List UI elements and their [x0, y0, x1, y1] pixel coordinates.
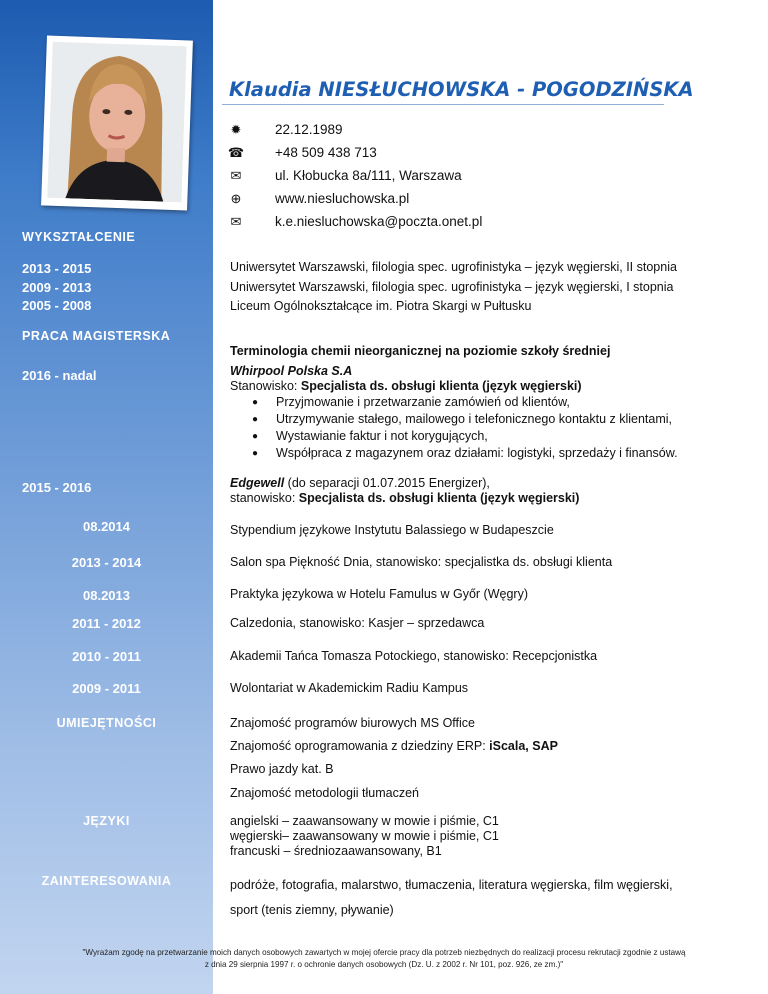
- job-duty: Współpraca z magazynem oraz działami: logistyki, sprzedaży i finansów.: [276, 446, 678, 460]
- bullet-icon: ●: [252, 431, 259, 442]
- job-company: Whirpool Polska S.A: [230, 364, 353, 378]
- gdpr-consent: [10, 947, 758, 971]
- language-item: francuski – średniozaawansowany, B1: [230, 844, 442, 858]
- section-education: WYKSZTAŁCENIE: [22, 230, 136, 244]
- phone-icon: ☎: [227, 145, 245, 160]
- job-company-line: [230, 476, 490, 490]
- interests-line: sport (tenis ziemny, pływanie): [230, 903, 394, 917]
- envelope-icon: ✉: [230, 214, 242, 229]
- education-item: Liceum Ogólnokształcące im. Piotra Skargi w Pułtusku: [230, 299, 532, 313]
- bullet-icon: ●: [252, 397, 259, 408]
- job-years: 2015 - 2016: [22, 480, 92, 495]
- role-label: stanowisko:: [230, 491, 299, 505]
- bullet-icon: ●: [252, 414, 259, 425]
- name-divider: [222, 104, 664, 105]
- consent-line: "Wyrażam zgodę na przetwarzanie moich danych osobowych zawartych w mojej ofercie pracy dla potrzeb niezbędnych do realizacji procesu rekrutacji zgodnie z ustawą: [82, 948, 686, 957]
- mailbox-icon: ✉: [230, 168, 242, 183]
- section-languages: JĘZYKI: [83, 814, 130, 828]
- job-duty: Wystawianie faktur i not korygujących,: [276, 429, 488, 443]
- skill-item: [230, 739, 558, 753]
- address: ul. Kłobucka 8a/111, Warszawa: [275, 168, 462, 183]
- experience-item: Praktyka językowa w Hotelu Famulus w Győr (Węgry): [230, 587, 528, 601]
- experience-years: 08.2014: [83, 519, 130, 534]
- job-role: [230, 379, 582, 393]
- experience-years: 2011 - 2012: [72, 616, 141, 631]
- education-item: Uniwersytet Warszawski, filologia spec. ugrofinistyka – język węgierski, I stopnia: [230, 280, 674, 294]
- globe-icon: ⊕: [230, 191, 242, 206]
- section-interests: ZAINTERESOWANIA: [41, 874, 172, 888]
- profile-photo: [41, 36, 193, 211]
- experience-years: 2010 - 2011: [72, 649, 141, 664]
- job-company: Edgewell: [230, 476, 285, 490]
- job-duty: Utrzymywanie stałego, mailowego i telefonicznego kontaktu z klientami,: [276, 412, 673, 426]
- section-skills: UMIEJĘTNOŚCI: [56, 716, 157, 730]
- job-years: 2016 - nadal: [22, 368, 97, 383]
- role-title: Specjalista ds. obsługi klienta (język węgierski): [300, 379, 582, 393]
- thesis-title: Terminologia chemii nieorganicznej na poziomie szkoły średniej: [230, 344, 611, 358]
- skill-label: Znajomość oprogramowania z dziedziny ERP:: [230, 739, 490, 753]
- education-years: 2013 - 2015: [22, 261, 92, 276]
- section-thesis: PRACA MAGISTERSKA: [22, 329, 171, 343]
- interests-line: podróże, fotografia, malarstwo, tłumaczenia, literatura węgierska, film węgierski,: [230, 878, 673, 892]
- experience-years: 2013 - 2014: [71, 555, 142, 570]
- experience-years: 08.2013: [83, 588, 130, 603]
- job-role: [230, 491, 579, 505]
- phone-number: +48 509 438 713: [275, 145, 377, 160]
- company-note: (do separacji 01.07.2015 Energizer),: [284, 476, 490, 490]
- skill-item: Prawo jazdy kat. B: [230, 762, 334, 776]
- language-item: węgierski– zaawansowany w mowie i piśmie, C1: [230, 829, 499, 843]
- skill-item: Znajomość programów biurowych MS Office: [230, 716, 475, 730]
- experience-item: Salon spa Piękność Dnia, stanowisko: specjalistka ds. obsługi klienta: [230, 555, 613, 569]
- education-item: Uniwersytet Warszawski, filologia spec. ugrofinistyka – język węgierski, II stopnia: [230, 260, 677, 274]
- birthday-icon: ✹: [230, 122, 242, 137]
- experience-item: Calzedonia, stanowisko: Kasjer – sprzedawca: [230, 616, 485, 630]
- website[interactable]: www.niesluchowska.pl: [275, 191, 410, 206]
- portrait-image: [47, 42, 186, 203]
- skill-erp: iScala, SAP: [489, 739, 558, 753]
- education-years: 2009 - 2013: [22, 280, 92, 295]
- email[interactable]: k.e.niesluchowska@poczta.onet.pl: [275, 214, 483, 229]
- candidate-name: Klaudia NIESŁUCHOWSKA - POGODZIŃSKA: [229, 78, 694, 101]
- education-years: 2005 - 2008: [22, 298, 92, 313]
- experience-item: Stypendium językowe Instytutu Balassiego w Budapeszcie: [230, 523, 554, 537]
- role-title: Specjalista ds. obsługi klienta (język węgierski): [298, 491, 580, 505]
- role-label: Stanowisko:: [230, 379, 301, 393]
- experience-item: Wolontariat w Akademickim Radiu Kampus: [230, 681, 469, 695]
- consent-line: z dnia 29 sierpnia 1997 r. o ochronie danych osobowych (Dz. U. z 2002 r. Nr 101, poz. 926, ze zm.)": [204, 960, 564, 969]
- language-item: angielski – zaawansowany w mowie i piśmie, C1: [230, 814, 499, 828]
- skill-item: Znajomość metodologii tłumaczeń: [230, 786, 419, 800]
- bullet-icon: ●: [252, 448, 259, 459]
- experience-years: 2009 - 2011: [72, 681, 141, 696]
- job-duty: Przyjmowanie i przetwarzanie zamówień od klientów,: [276, 395, 570, 409]
- experience-item: Akademii Tańca Tomasza Potockiego, stanowisko: Recepcjonistka: [230, 649, 598, 663]
- birth-date: 22.12.1989: [275, 122, 343, 137]
